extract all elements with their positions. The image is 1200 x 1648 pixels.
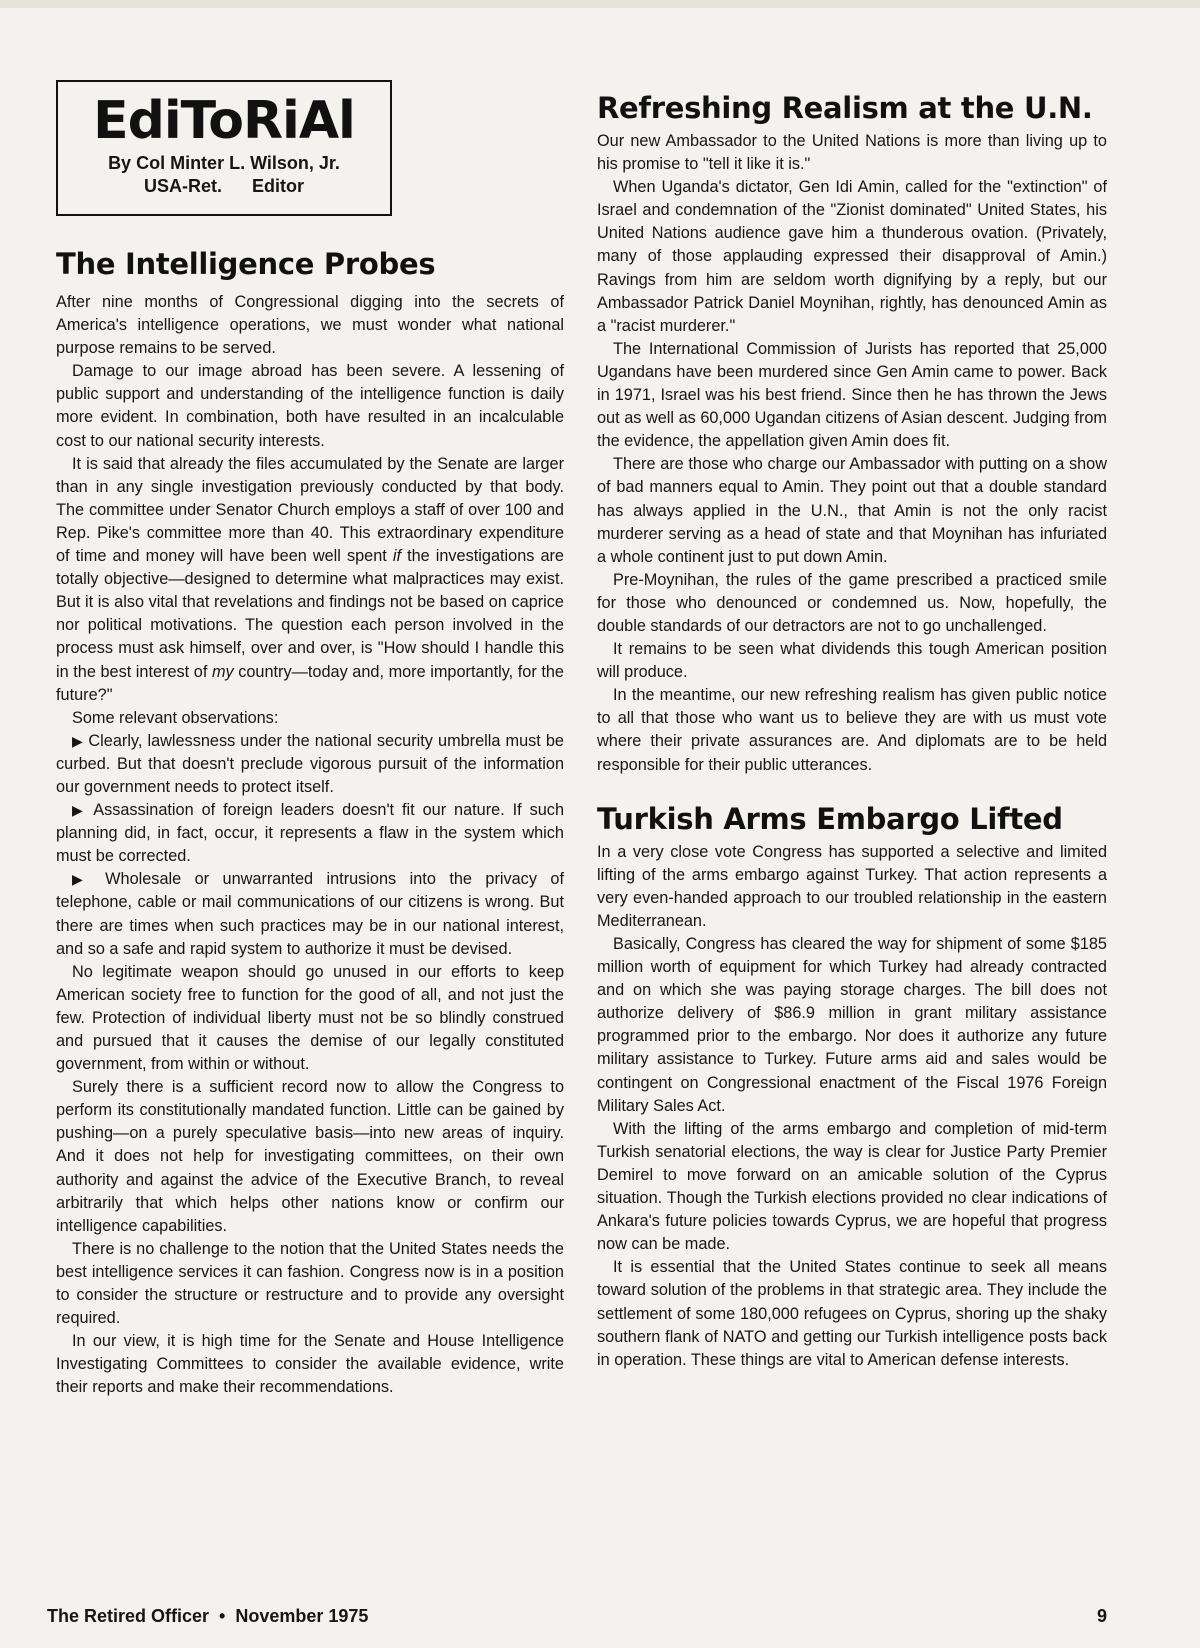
paragraph: In our view, it is high time for the Senate and House Intelligence Investigating Committees to consider the available evidence, write their reports and make their recommendations. <box>56 1332 564 1397</box>
scan-edge <box>0 0 1200 8</box>
paragraph: It remains to be seen what dividends this tough American position will produce. <box>597 640 1107 682</box>
paragraph: There are those who charge our Ambassador with putting on a show of bad manners equal to Amin. They point out that a double standard has always applied in the U.N., that Amin is not the only racist murderer serving as a head of state and that Moynihan has infuriated a whole continent just to put down Amin. <box>597 455 1107 566</box>
paragraph: Some relevant observations: <box>72 708 279 727</box>
article-title-refreshing-realism: Refreshing Realism at the U.N. <box>597 91 1093 125</box>
editorial-logo: EdiToRiAl <box>93 91 355 151</box>
left-column <box>56 80 564 1400</box>
paragraph: Surely there is a sufficient record now to allow the Congress to perform its constitutionally mandated function. Little can be gained by pushing—on a purely speculative basis—into new areas of inquiry. And it does not help for investigating committees, on their own authority and against the advice of the Executive Branch, to reveal arbitrarily that which helps other nations know or confirm our intelligence capabilities. <box>56 1078 564 1235</box>
triangle-bullet-icon: ▶ <box>72 871 92 888</box>
paragraph: No legitimate weapon should go unused in our efforts to keep American society free to function for the good of all, and not just the few. Protection of individual liberty must not be so blindly construed and pursued that it causes the demise of our legally constituted government, from within or without. <box>56 962 564 1074</box>
bullet-paragraph: ▶ Wholesale or unwarranted intrusions into the privacy of telephone, cable or mail communications of our citizens is wrong. But there are times when such practices may be in our national interest, and so a safe and rapid system to authorize it must be devised. <box>56 870 564 958</box>
triangle-bullet-icon: ▶ <box>72 802 87 819</box>
article-body-refreshing-realism <box>597 130 1107 777</box>
paragraph: Pre-Moynihan, the rules of the game prescribed a practiced smile for those who denounced or condemned us. Now, hopefully, the double standards of our detractors are not to go unchallenged. <box>597 570 1107 635</box>
paragraph: In the meantime, our new refreshing realism has given public notice to all that those who want us to believe they are with us must vote where their private assurances are. And diplomats are to be held responsible for their public utterances. <box>597 686 1107 774</box>
paragraph: After nine months of Congressional digging into the secrets of America's intelligence operations, we must wonder what national purpose remains to be served. <box>56 293 564 358</box>
page-number: 9 <box>1096 1606 1107 1626</box>
article-title-turkish-arms: Turkish Arms Embargo Lifted <box>597 801 1063 836</box>
bullet-paragraph: ▶ Assassination of foreign leaders doesn't fit our nature. If such planning did, in fact, occur, it represents a flaw in the system which must be corrected. <box>56 801 564 866</box>
page-footer <box>47 1606 1107 1627</box>
editorial-masthead <box>56 80 392 216</box>
paragraph: Damage to our image abroad has been severe. A lessening of public support and understanding of the intelligence function is daily more evident. In combination, both have resulted in an incalculable cost to our national security interests. <box>56 362 564 450</box>
article-title-intelligence-probes: The Intelligence Probes <box>56 247 436 281</box>
bullet-paragraph: ▶ Clearly, lawlessness under the national security umbrella must be curbed. But that doesn't preclude vigorous pursuit of the information our government needs to protect itself. <box>56 731 564 796</box>
paragraph: There is no challenge to the notion that the United States needs the best intelligence services it can fashion. Congress now is in a position to consider the structure or restructure and to provide any oversight required. <box>56 1239 564 1328</box>
paragraph: Basically, Congress has cleared the way for shipment of some $185 million worth of equipment for which Turkey had already contracted and on which she was paying storage charges. The bill does not authorize delivery of $86.9 million in grant military assistance programmed prior to the embargo. Nor does it authorize any future military assistance to Turkey. Future arms aid and sales would be contingent on Congressional enactment of the Fiscal 1976 Foreign Military Sales Act. <box>597 935 1107 1115</box>
paragraph: In a very close vote Congress has supported a selective and limited lifting of the arms embargo against Turkey. That action represents a very even-handed approach to our troubled relationship in the eastern Mediterranean. <box>597 842 1107 930</box>
byline-author: By Col Minter L. Wilson, Jr. <box>108 153 340 173</box>
paragraph: When Uganda's dictator, Gen Idi Amin, called for the "extinction" of Israel and condemnation of the "Zionist dominated" United States, his United Nations audience gave him a thunderous ovation. (Privately, many of those applauding expressed their disapproval of Amin.) Ravings from him are seldom worth dignifying by a reply, but our Ambassador Patrick Daniel Moynihan, rightly, has denounced Amin as a "racist murderer." <box>597 178 1107 335</box>
article-body-turkish-arms <box>597 841 1107 1372</box>
triangle-bullet-icon: ▶ <box>72 732 84 749</box>
paragraph: With the lifting of the arms embargo and completion of mid-term Turkish senatorial elections, the way is clear for Justice Party Premier Demirel to move forward on an amicable solution of the Cyprus situation. Though the Turkish elections provided no clear indications of Ankara's future policies towards Cyprus, we are hopeful that progress now can be made. <box>597 1119 1107 1254</box>
article-body-intelligence-probes <box>56 291 564 1400</box>
paragraph: The International Commission of Jurists has reported that 25,000 Ugandans have been murdered since Gen Amin came to power. Back in 1971, Israel was his best friend. Since then he has thrown the Jews out as well as 60,000 Ugandan citizens of Asian descent. Judging from the evidence, the appellation given Amin does fit. <box>597 339 1107 451</box>
right-column <box>597 90 1107 1372</box>
paragraph: Our new Ambassador to the United Nations is more than living up to his promise to "tell it like it is." <box>597 132 1107 174</box>
publication-line: The Retired Officer • November 1975 <box>47 1606 369 1626</box>
paragraph: It is essential that the United States continue to seek all means toward solution of the problems in that strategic area. They include the settlement of some 180,000 refugees on Cyprus, shoring up the shaky southern flank of NATO and getting our Turkish intelligence posts back in operation. These things are vital to American defense interests. <box>597 1258 1107 1369</box>
byline-role: USA-Ret. Editor <box>143 176 304 196</box>
paragraph: It is said that already the files accumulated by the Senate are larger than in any single investigation previously conducted by that body. The committee under Senator Church employs a staff of over 100 and Rep. Pike's committee more than 40. This extraordinary expenditure of time and money will have been well spent if the investigations are totally objective—designed to determine what malpractices may exist. But it is also vital that revelations and findings not be based on caprice nor political motivations. The question each person involved in the process must ask himself, over and over, is "How should I handle this in the best interest of my country—today and, more importantly, for the future?" <box>56 454 564 704</box>
